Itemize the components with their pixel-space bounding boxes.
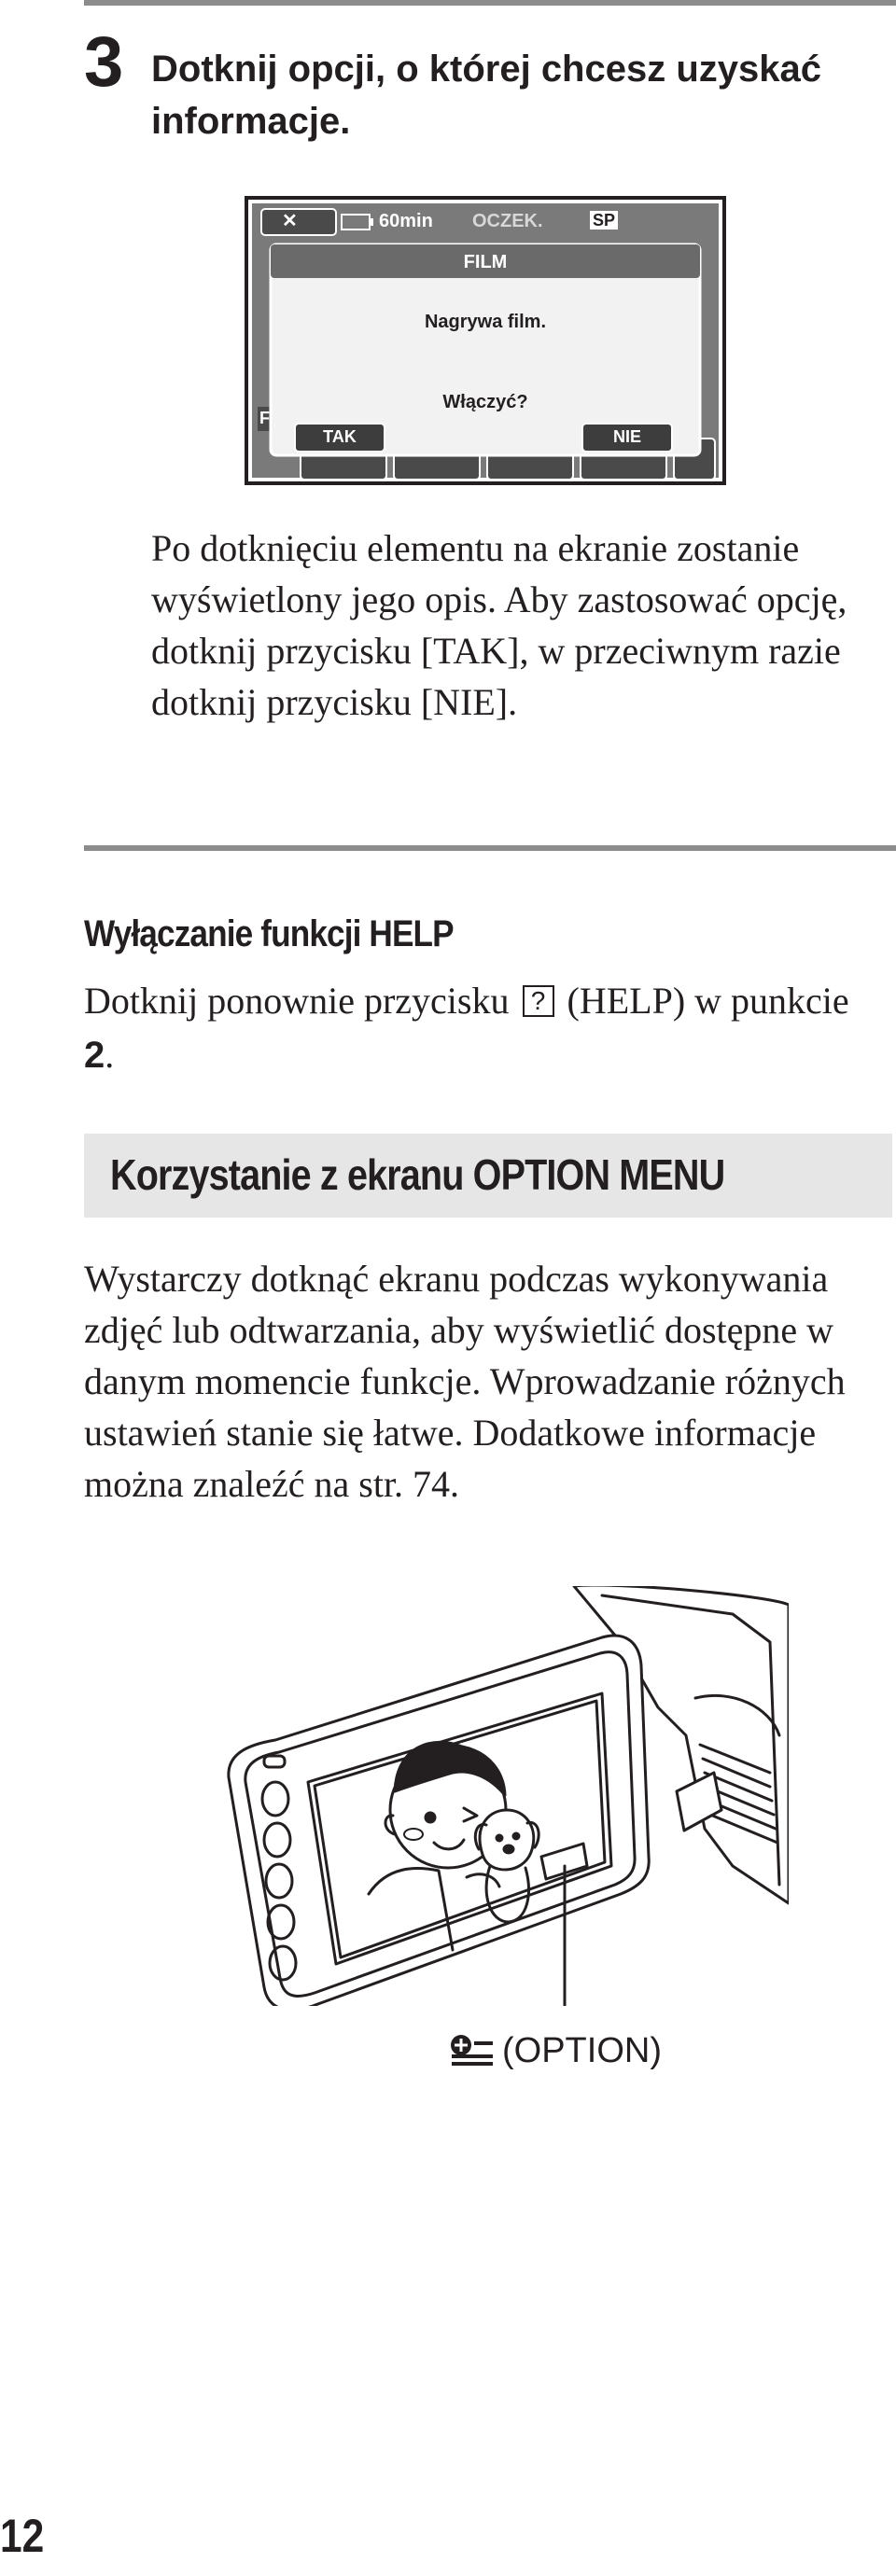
record-status: OCZEK. [472, 211, 543, 231]
quality-badge: SP [590, 211, 618, 230]
dialog-title: FILM [463, 252, 508, 272]
no-button[interactable]: NIE [612, 427, 641, 446]
help-text-after: (HELP) w punkcie [557, 980, 849, 1022]
option-callout-label: (OPTION) [502, 2031, 662, 2070]
side-letter: F [259, 409, 270, 427]
top-rule [84, 0, 896, 6]
camera-screen-illustration [245, 196, 726, 485]
help-text-before: Dotknij ponownie przycisku [84, 980, 510, 1022]
yes-button[interactable]: TAK [323, 427, 357, 446]
help-paragraph [84, 974, 887, 1082]
step-instruction: Dotknij opcji, o której chcesz uzyskać informacje. [151, 49, 822, 142]
option-menu-body: Wystarczy dotknąć ekranu podczas wykonywania zdjęć lub odtwarzania, aby wyświetlić dostępne w danym momencie funkcje. Wprowadzanie różnych ustawień stanie się łatwe. Dodatkowe informacje można znaleźć na str. 74. [84, 1258, 846, 1505]
dialog-message: Nagrywa film. [424, 312, 547, 332]
option-menu-icon [448, 2032, 497, 2069]
camcorder-illustration [210, 1586, 789, 2006]
page-number: 12 [0, 2510, 45, 2562]
battery-remaining: 60min [379, 211, 433, 231]
close-icon[interactable]: ✕ [282, 211, 298, 231]
help-heading: Wyłączanie funkcji HELP [84, 913, 454, 954]
dialog-question: Włączyć? [442, 392, 528, 412]
help-question-icon: ? [523, 985, 554, 1017]
close-button-shape [261, 209, 336, 235]
option-menu-heading: Korzystanie z ekranu OPTION MENU [110, 1150, 725, 1199]
section-rule [84, 845, 896, 851]
help-text-end: . [105, 1034, 115, 1076]
step-number: 3 [84, 22, 124, 102]
step-description: Po dotknięciu elementu na ekranie zostanie wyświetlony jego opis. Aby zastosować opcję, dotknij przycisku [TAK], w przeciwnym razie dotknij przycisku [NIE]. [151, 527, 847, 723]
step-reference: 2 [84, 1035, 105, 1076]
